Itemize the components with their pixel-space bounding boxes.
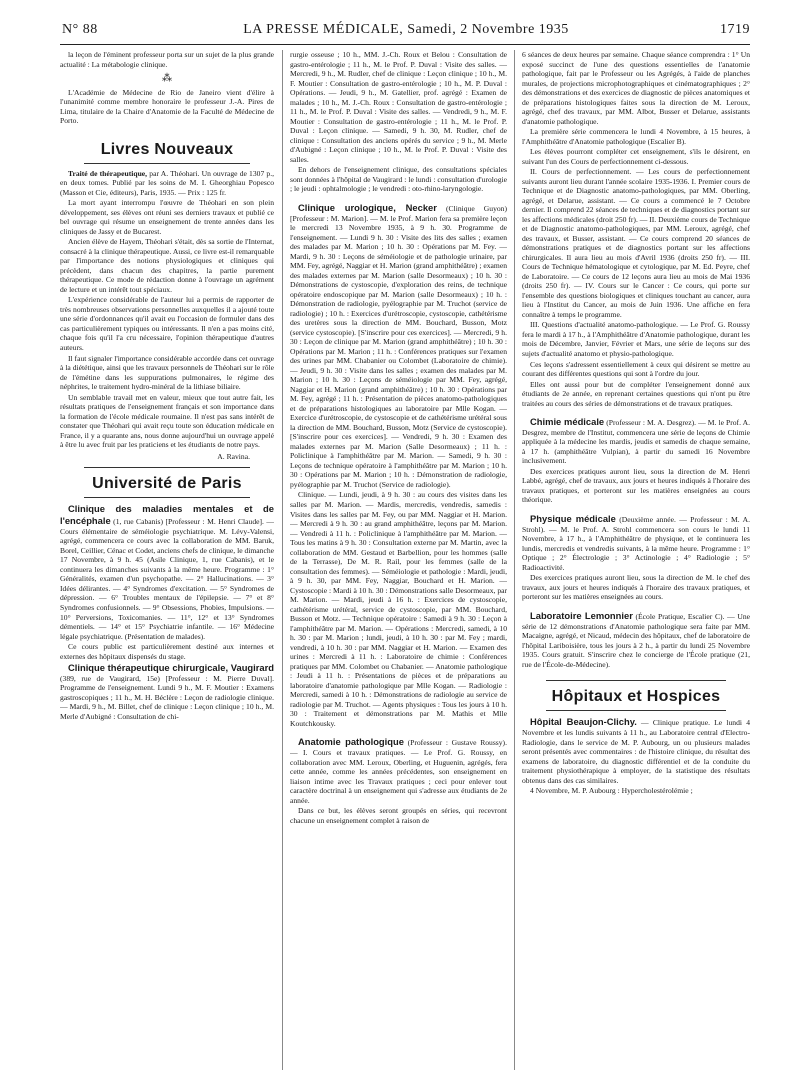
clinique-therapeutique-entry (60, 662, 274, 721)
publication-title: LA PRESSE MÉDICALE, Samedi, 2 Novembre 1935 (243, 22, 569, 37)
review-paragraph: La mort ayant interrompu l'œuvre de Théohari en son plein développement, ses élèves ont réuni ses derniers travaux et publié ce bel ouvrage qui résume un enseignement de trente années dans les cliniques de Jassy et de Bucarest. (60, 198, 274, 236)
clinique-therapeutique-title: Clinique thérapeutique chirurgicale, Vaugirard (68, 662, 274, 674)
anatomie-text: (Professeur : Gustave Roussy). — I. Cours et travaux pratiques. — Le Prof. G. Roussy, en collaboration avec MM. Leroux, Oberling, et Huguenin, agrégés, fera cette année, comme les années précédentes, son enseignement en liaison intime avec les Travaux pratiques ; ceci pour enlever tout caractère doctrinal à un enseignement qui s'adresse aux étudiants de 2e année. (290, 738, 507, 805)
review-paragraph: L'expérience considérable de l'auteur lui a permis de rapporter de très nombreuses observations personnelles auxquelles il a ajouté toute une série d'ordonnances qu'il avait eu l'occasion de formuler dans des cas particulièrement typiques ou intéressants. Il n'en a pas moins cité, chaque fois qu'il l'a cru nécessaire, l'opinion thérapeutique d'autres auteurs. (60, 295, 274, 352)
intro-paragraph: la leçon de l'éminent professeur porta sur un sujet de la plus grande actualité : La métabologie clinique. (60, 50, 274, 69)
anatomie-actualite: III. Questions d'actualité anatomo-pathologique. — Le Prof. G. Roussy fera le mardi à 17 h., à l'Amphithéâtre d'Anatomie pathologique, durant les mois de Décembre, Janvier, Février et Mars, une série de leçons sur des sujets d'actualité anatomo et physio-pathologique. (522, 320, 750, 358)
clinique-mentale-entry (60, 503, 274, 641)
section-rule (84, 467, 250, 468)
section-ornament: ⁂ (162, 73, 172, 85)
clinique-mentale-text: (1, rue Cabanis) [Professeur : M. Henri Claude]. — Cours élémentaire de séméiologie psychiatrique. M. Lévy-Valensi, agrégé, commencera ce cours avec la collaboration de MM. Baruk, Borel, Ceillier, Cénac et Codet, anciens chefs de clinique, le dimanche 17 Novembre, à 9 h. 45 (Asile Clinique, 1, rue Cabanis), et le continuera les dimanches suivants à la même heure. Programme : 1° Généralités, examen d'un psychopathe. — 2° Hallucinations. — 3° Idées délirantes. — 4° Syndromes d'excitation. — 5° Syndromes de dépression. — 6° Troubles mentaux de l'épilepsie. — 7° et 8° Syndromes confusionnels. — 9° Obsessions, Phobies, Impulsions. — 10° Perversions, Toxicomanies. — 11°, 12° et 13° Syndromes démentiels. — 14° et 15° Psychiatrie infantile. — 16° Médecine légale psychiatrique. (Présentation de malades). (60, 517, 274, 641)
review-signature: A. Ravina. (217, 451, 250, 461)
beaujon-text: — Clinique pratique. Le lundi 4 Novembre et les lundis suivants à 11 h., au Laboratoire central d'Electro-Radiologie, dans le service de M. P. Aubourg, un ou plusieurs malades seront présentés avec commentaires : de l'histoire clinique, du résultat des examens de laboratoire, du diagnostic différentiel et de la conduite du traitement physiothérapique à employer, de la statistique des résultats obtenus dans des cas similaires. (522, 718, 750, 785)
necker-title: Clinique urologique, Necker (298, 201, 437, 213)
necker-entry (290, 202, 507, 490)
vaugirard-consultations: En dehors de l'enseignement clinique, des consultations spéciales sont données à l'hôpital de Vaugirard : le lundi : consultation d'urologie ; le jeudi : ophtalmologie ; le vendredi : oto-rhino-laryngologie. (290, 165, 507, 194)
clinique-mentale-title: Clinique des maladies mentales et de l'encéphale (60, 503, 274, 527)
anatomie-serie: La première série commencera le lundi 4 Novembre, à 15 heures, à l'Amphithéâtre d'Anatomie pathologique (Escalier B). (522, 127, 750, 146)
review-paragraph: Ancien élève de Hayem, Théohari s'était, dès sa sortie de l'Internat, consacré à la clinique thérapeutique. Aussi, ce livre est-il remarquable par l'importance des notions physiologiques et cliniques qui précèdent, dans chacun des chapitres, la partie purement thérapeutique. Ce mode de rédaction donne à l'ouvrage un agrément de lecture et un intérêt tout spéciaux. (60, 237, 274, 294)
section-rule (546, 680, 726, 681)
universite-heading: Université de Paris (92, 475, 242, 493)
anatomie-text-2: Dans ce but, les élèves seront groupés en séries, qui recevront chacune un enseignement complet à raison de (290, 806, 507, 825)
heading-rule (84, 497, 250, 498)
lemonnier-entry (522, 610, 750, 669)
page-number: 1719 (720, 22, 750, 37)
beaujon-schedule: 4 Novembre, M. P. Aubourg : Hypercholestérolémie ; (530, 786, 693, 796)
physique-exercices: Des exercices pratiques auront lieu, sous la direction de M. le chef des travaux, aux jours et heures indiqués à l'horaire des travaux pratiques, et porteront sur les matières enseignées au cours. (522, 573, 750, 602)
hopitaux-heading: Hôpitaux et Hospices (551, 688, 721, 706)
physique-entry (522, 513, 750, 572)
book-reference: par A. Théohari. Un ouvrage de 1307 p., en deux tomes. Publié par les soins de M. I. Gheorghiau Popesco (Masson et Cie, éditeurs), Paris, 1935. — Prix : 125 fr. (60, 168, 274, 197)
chimie-title: Chimie médicale (530, 416, 605, 428)
anatomie-eleves: Les élèves pourront compléter cet enseignement, s'ils le désirent, en suivant l'un des Cours de perfectionnement ci-dessous. (522, 147, 750, 166)
physique-title: Physique médicale (530, 513, 616, 524)
anatomie-perfectionnement: II. Cours de perfectionnement. — Les cours de perfectionnement suivants auront lieu durant l'année scolaire 1935-1936. I. Premier cours de Technique et de Diagnostic anatomo-pathologiques, par MM. Oberling, agrégé, et Delarue, assistant. — Ce cours a commencé le 7 Octobre dernier. Il comprend 22 séances de techniques et de diagnostics portant sur les affections médicales (droit 250 fr). — II. Deuxième cours de Technique et de Diagnostic anatomo-pathologiques, par MM. Leroux, agrégé, chef des travaux, et Busser, assistant. — Ce cours comprend 20 séances de démonstrations pratiques et de diagnostics portant sur les affections chirurgicales. Il aura lieu au mois d'Avril 1936 (droits 250 fr). — III. Cours de Technique hématologique et cytologique, par M. Ed. Peyre, chef de Laboratoire. — Ce cours de 12 leçons aura lieu au mois de Mai 1936 (droits 250 fr). — IV. Cours sur le Cancer : Ce cours, qui porte sur l'ensemble des questions biologiques et cliniques touchant au cancer, aura lieu à l'Institut du Cancer, au mois de Juin 1936. Une affiche en fera connaître à temps le programme. (522, 167, 750, 319)
review-paragraph: Il faut signaler l'importance considérable accordée dans cet ouvrage à la diététique, ainsi que les travaux personnels de Théohari sur le rôle de l'émétine dans les suppurations pulmonaires, le régime des néphrites, le traitement hydro-minéral de la lithiase biliaire. (60, 353, 274, 392)
column-3 (522, 50, 750, 1075)
lemonnier-title: Laboratoire Lemonnier (530, 609, 633, 621)
anatomie-lecons: Ces leçons s'adressent essentiellement à ceux qui désirent se mettre au courant des différentes questions qui sont à l'ordre du jour. (522, 359, 750, 379)
lemonnier-text: (École Pratique, Escalier C). — Une série de 12 démonstrations d'Anatomie pathologique sera faite par MM. Macaigne, agrégé, et Nicaud, médecin des hôpitaux, chef de laboratoire de l'hôpital Lariboisière, tous les jours à 2 h., à partir du lundi 25 Novembre 1935. Cours gratuit. S'inscrire chez le concierge de l'École pratique (21, rue de l'École-de-Médecine). (522, 611, 750, 669)
necker-text: (Clinique Guyon) [Professeur : M. Marion]. — M. le Prof. Marion fera sa première leçon le mercredi 13 Novembre 1935, à 9 h. 30. Programme de l'enseignement. — Lundi 9 h. 30 : Visite des lits des salles ; examen des malades par M. Marion ; 10 h. 30 : Opérations par M. Fey. — Mardi, 9 h. 30 : Leçons de séméiologie et de pathologie urinaire, par MM. Fey, agrégé, Naggiar et H. Marion (grand amphithéâtre) ; examen des malades externes par M. Marion (salle Desormeaux) ; 10 h. 30 : Démonstrations de cystoscopie, d'exploration des reins, de technique opératoire endoscopique par M. Marion (salle Desormeaux) ; 10 h. : Démonstration de radiologie, pyélographie par M. Truchot (service de radiologie) ; 10 h. : Exercices d'urétroscopie, cystoscopie, cathétérisme des uretères sous la direction de MM. Bouchard, Busson, Motz (service cystoscopie). [S'inscrire pour ces exercices]. — Mercredi, 9 h. 30 : Leçon de clinique par M. Marion (grand amphithéâtre) ; 10 h. 30 : Opérations par M. Marion ; 11 h. : Conférences pratiques sur l'examen des urines par MM. Chabanier ou Colombet (Laboratoire de chimie). — Jeudi, 9 h. 30 : Visite dans les salles ; examen des malades par M. Marion ; 10 h. 30 : Leçons de séméiologie par MM. Fey, agrégé, Naggiar et H. Marion (grand amphithéâtre) ; 10 h. 30 : Opérations par M. Fey, agrégé ; 11 h. : Présentation de pièces anatomo-pathologiques et de préparations histologiques au laboratoire par Mlle Kogan. — Exercice d'urétroscopie, de cystoscopie et de cathétérisme urétéral sous la direction de MM. Bouchard, Busson, Motz (Service de cystoscopie). [S'inscrire pour ces exercices]. — Vendredi, 9 h. 30 : Examen des malades externes par M. Marion (Salle Desormeaux) ; 11 h. : Policlinique à l'amphithéâtre par M. Marion. — Samedi, 9 h. 30 : Leçons de technique opératoire à l'amphithéâtre par M. Marion ; 10 h. 30 : Opérations par M. Marion ; 10 h. : Démonstration de radiologie, pyélographie par M. Truchot (Service de radiologie). (290, 203, 507, 489)
anatomie-continued: 6 séances de deux heures par semaine. Chaque séance comprendra : 1° Un exposé succinct de l'une des questions essentielles de l'anatomie pathologique, fait par le Professeur ou les Agrégés, à l'aide de planches murales, de projections microphotographiques et cinématographiques ; 2° des démonstrations et des exercices de diagnostic de pièces anatomiques et de préparations histologiques faites sous la direction de M. Leroux, agrégé, chef des travaux, par MM. Albot, Busser et Delarue, assistants d'anatomie pathologique. (522, 50, 750, 126)
beaujon-entry (522, 716, 750, 785)
livres-heading: Livres Nouveaux (100, 140, 234, 158)
anatomie-title: Anatomie pathologique (298, 736, 404, 748)
necker-clinique: Clinique. — Lundi, jeudi, à 9 h. 30 : au cours des visites dans les salles par M. Marion. — Mardis, mercredis, vendredis, samedis : Visites dans les salles par M. Fey, ou par MM. Naggiar et H. Marion. — Mercredi à 9 h. 30 : au grand amphithéâtre, leçons par M. Marion. — Vendredi à 11 h. : Policlinique à l'amphithéâtre par M. Marion. — Tous les matins à 9 h. 30 : Consultation externe par M. Martin, avec la collaboration de MM. Gestaud et Barbellion, pour les hommes (salle de la Terrasse), De M. R. Rail, pour les femmes (salle de la consultation des femmes). — Séméiologie et pathologie : Mardi, jeudi, à 9 h. 30, par MM. Fey, Naggiar, Bouchard et H. Marion. — Cystoscopie : Mardi à 10 h. 30 : Démonstrations salle Desormeaux, par M. Marion. — Mardi, jeudi à 16 h. : Exercices de cystoscopie, cathétérisme urétéral, service de cystoscopie, par MM. Bouchard, Busson et Motz. — Technique opératoire : Samedi à 9 h. 30 : Leçon à l'amphithéâtre par M. Marion. — Opérations : Mercredi, samedi, à 10 h. 30 : par M. Marion ; lundi, jeudi, à 10 h. 30 : par M. Fey ; mardi, vendredi, à 10 h. 30 : par MM. Naggiar et H. Marion. — Examen des urines : Mercredi à 11 h. : Laboratoire de chimie : Conférences pratiques par MM. Colombet ou Chabanier. — Anatomie pathologique : Jeudi à 11 h. : Présentations de pièces et de préparations au laboratoire d'anatomie pathologique par Mlle Kogan. — Radiologie : Mercredi, samedi à 10 h. : Démonstrations de radiologie au service de radiologie par M. Truchot. — Agents physiques : Tous les jours à 10 h. 30 : Traitement et démonstrations par M. Mathis et Mlle Koutchkousky. (290, 490, 507, 728)
review-paragraph: Un semblable travail met en valeur, mieux que tout autre fait, les résultats pratiques de l'enseignement français et son importance dans la formation de l'école médicale roumaine. Il n'est pas sans intérêt de constater que Théohari qui avait reçu toute son éducation médicale en France, il y a quarante ans, nous donne aujourd'hui un ouvrage appelé à être lu avec fruit par les praticiens et les étudiants de notre pays. (60, 392, 274, 450)
chimie-text: (Professeur : M. A. Desgrez). — M. le Prof. A. Desgrez, membre de l'Institut, commencera une série de leçons de Chimie appliquée à la médecine les mardis, jeudis et samedis de chaque semaine, à 17 h. (amphithéâtre Vulpian), à partir du samedi 16 Novembre inclusivement. (522, 418, 750, 466)
header-rule (60, 44, 750, 45)
clinique-therapeutique-text: (389, rue de Vaugirard, 15e) [Professeur : M. Pierre Duval]. Programme de l'enseignement. Lundi 9 h., M. F. Moutier : Examens gastroscopiques ; 11 h., M. H. Béclère : Leçon de radiologie clinique. — Mardi, 9 h., M. Billet, chef de clinique : Leçon clinique ; 10 h., M. Merle d'Aubigné : Consultation de chi- (60, 673, 274, 721)
academy-paragraph: L'Académie de Médecine de Rio de Janeiro vient d'élire à l'unanimité comme membre honoraire le professeur J.-A. Pires de Lima, titulaire de la Chaire d'Anatomie de la Faculté de Médecine de Porto. (60, 87, 274, 126)
heading-rule (84, 163, 250, 164)
issue-number: N° 88 (62, 22, 98, 37)
heading-rule (546, 710, 726, 711)
chimie-exercices: Des exercices pratiques auront lieu, sous la direction de M. Henri Labbé, agrégé, chef de travaux, aux jours et heures indiqués à l'horaire des travaux pratiques, et porteront sur les matières enseignées au cours théorique. (522, 466, 750, 505)
vaugirard-continued: rurgie osseuse ; 10 h., MM. J.-Ch. Roux et Belou : Consultation de gastro-entérologie ; 11 h., M. le Prof. P. Duval : Visite des salles. — Mercredi, 9 h., M. Rudler, chef de clinique : Leçon clinique ; 10 h., M. F. Moutier : Consultation de gastro-entérologie ; 10 h., M. P. Duval : Opérations. — Jeudi, 9 h., M. Gatellier, prof. agrégé : Examen de malades ; 10 h., M. J.-Ch. Roux : Consultation de gastro-entérologie ; 11 h., M. le Prof. P. Duval : Visite des salles. — Vendredi, 9 h., M. F. Moutier : Consultation de gastro-entérologie ; 11 h., M. le Prof. P. Duval : Leçon clinique. — Samedi, 9 h. 30, M. Rudler, chef de clinique : Consultation des anciens opérés du service ; 9 h., M. Merle d'Aubigné : Leçon clinique ; 10 h., M. le Prof. P. Duval : Visite des salles. (290, 50, 507, 164)
page-header (62, 22, 750, 44)
column-2 (290, 50, 507, 1075)
book-entry (60, 169, 274, 198)
clinique-mentale-note: Ce cours public est particulièrement destiné aux internes et externes des hôpitaux dispensés du stage. (60, 642, 274, 661)
chimie-entry (522, 416, 750, 466)
beaujon-title: Hôpital Beaujon-Clichy. (530, 716, 637, 728)
book-title: Traité de thérapeutique, (68, 168, 148, 178)
anatomie-entry (290, 736, 507, 805)
column-1 (60, 50, 274, 1075)
anatomie-complement: Elles ont aussi pour but de compléter l'enseignement donné aux étudiants de 2e année, en reprenant certaines questions qui n'ont pu être traitées au cours des séries de démonstrations et de travaux pratiques. (522, 379, 750, 408)
column-divider (514, 50, 515, 1070)
physique-text: (Deuxième année. — Professeur : M. A. Strohl). — M. le Prof. A. Strohl commencera son cours le lundi 11 Novembre, à 17 h., à l'Amphithéâtre de physique, et le continuera les lundis, mercredis et vendredis suivants, à la même heure. Programme : 1° Optique ; 2° Électrologie ; 3° Actinologie ; 4° Radiologie ; 5° Radioactivité. (522, 515, 750, 572)
column-divider (282, 50, 283, 1070)
